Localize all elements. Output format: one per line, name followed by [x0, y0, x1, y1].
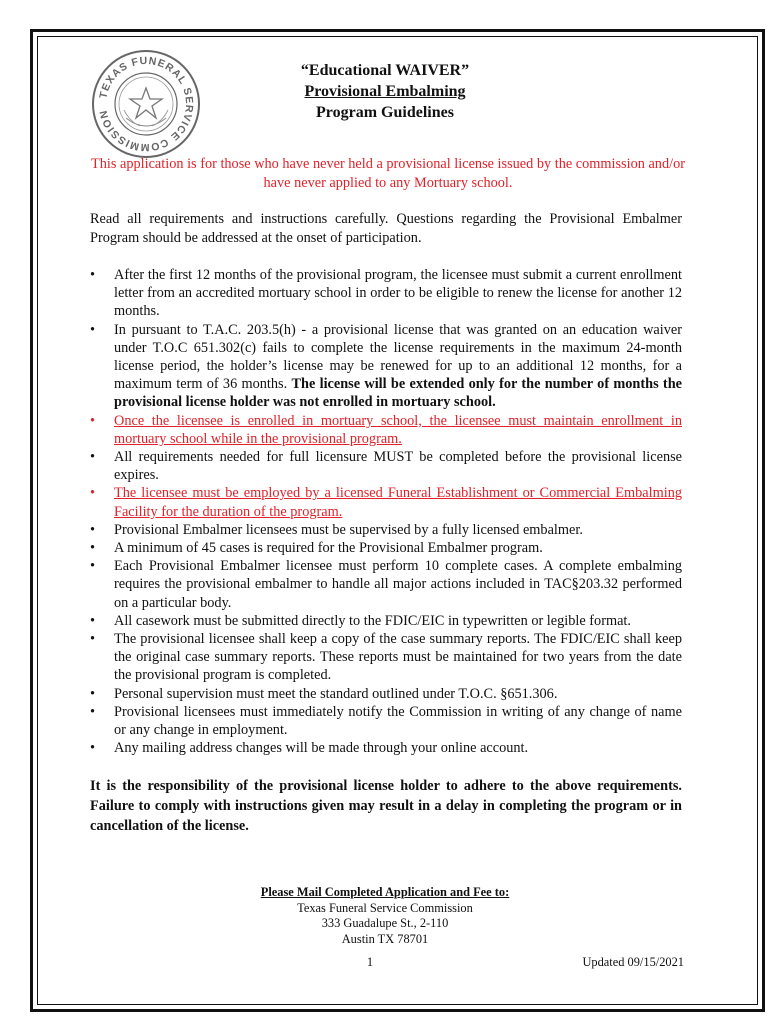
- page-number: 1: [366, 955, 374, 969]
- requirement-item-highlighted: • Once the licensee is enrolled in mortuary school, the licensee must maintain enrollment in mortuary school while in the provisional program.: [90, 412, 682, 447]
- responsibility-statement: It is the responsibility of the provisional license holder to adhere to the above requirements. Failure to comply with instructions given may result in a delay in completing the program or in cancellation of the license.: [90, 778, 682, 834]
- commission-seal-icon: [90, 48, 202, 160]
- requirements-list: [90, 266, 682, 757]
- requirement-item: • A minimum of 45 cases is required for the Provisional Embalmer program.: [90, 540, 543, 557]
- requirement-bold-note: The license will be extended only for the number of months the provisional license holder was not enrolled in mortuary school.: [114, 376, 682, 411]
- requirement-item: • Provisional licensees must immediately notify the Commission in writing of any change of name or any change in employment.: [90, 703, 682, 739]
- updated-date: Updated 09/15/2021: [582, 955, 684, 969]
- requirement-item: • Provisional Embalmer licensees must be supervised by a fully licensed embalmer.: [90, 521, 583, 538]
- title-line-2: Provisional Embalming: [304, 83, 466, 100]
- commission-seal: [90, 48, 202, 160]
- requirement-item: • In pursuant to T.A.C. 203.5(h) - a provisional license that was granted on an education waiver under T.O.C 651.302(c) fails to complete the license requirements in the maximum 24-month license period, the holder’s license may be renewed for up to an additional 12 months, for a maximum term of 36 months. The license will be extended only for the number of months the provisional license holder was not enrolled in mortuary school.: [90, 321, 682, 411]
- mail-line-1: Texas Funeral Service Commission: [297, 900, 473, 915]
- eligibility-notice: This application is for those who have never held a provisional license issued by the commission and/or have never applied to any Mortuary school.: [91, 156, 685, 191]
- seal-text: TEXAS FUNERAL SERVICE COMMISSION: [97, 54, 196, 154]
- requirement-item: • The provisional licensee shall keep a copy of the case summary reports. The FDIC/EIC shall keep the original case summary reports. These reports must be maintained for two years from the date the provisional program is completed.: [90, 631, 682, 684]
- mailing-instructions: [200, 885, 570, 947]
- document-title: [200, 60, 570, 123]
- requirement-item: • Each Provisional Embalmer licensee must perform 10 complete cases. A complete embalming requires the provisional embalmer to handle all major actions included in TAC§203.32 performed on a particular body.: [90, 558, 682, 611]
- svg-text:TEXAS FUNERAL SERVICE COMMISSI: [97, 55, 195, 153]
- requirement-item: • Any mailing address changes will be made through your online account.: [90, 740, 529, 757]
- mail-line-2: 333 Guadalupe St., 2-110: [321, 916, 449, 930]
- mail-heading: Please Mail Completed Application and Fee to:: [260, 885, 510, 899]
- requirement-item: • After the first 12 months of the provisional program, the licensee must submit a current enrollment letter from an accredited mortuary school in order to be eligible to renew the license for another 12 months.: [90, 267, 682, 320]
- title-line-3: Program Guidelines: [316, 104, 454, 121]
- intro-paragraph: Read all requirements and instructions carefully. Questions regarding the Provisional Embalmer Program should be addressed at the onset of participation.: [90, 211, 682, 246]
- requirement-item: • Personal supervision must meet the standard outlined under T.O.C. §651.306.: [90, 685, 558, 702]
- title-line-1: “Educational WAIVER”: [300, 62, 470, 79]
- mail-line-3: Austin TX 78701: [341, 931, 429, 946]
- requirement-item-highlighted: • The licensee must be employed by a licensed Funeral Establishment or Commercial Embalming Facility for the duration of the program.: [90, 485, 682, 520]
- requirement-item: • All casework must be submitted directly to the FDIC/EIC in typewritten or legible format.: [90, 612, 631, 629]
- requirement-item: • All requirements needed for full licensure MUST be completed before the provisional license expires.: [90, 449, 682, 484]
